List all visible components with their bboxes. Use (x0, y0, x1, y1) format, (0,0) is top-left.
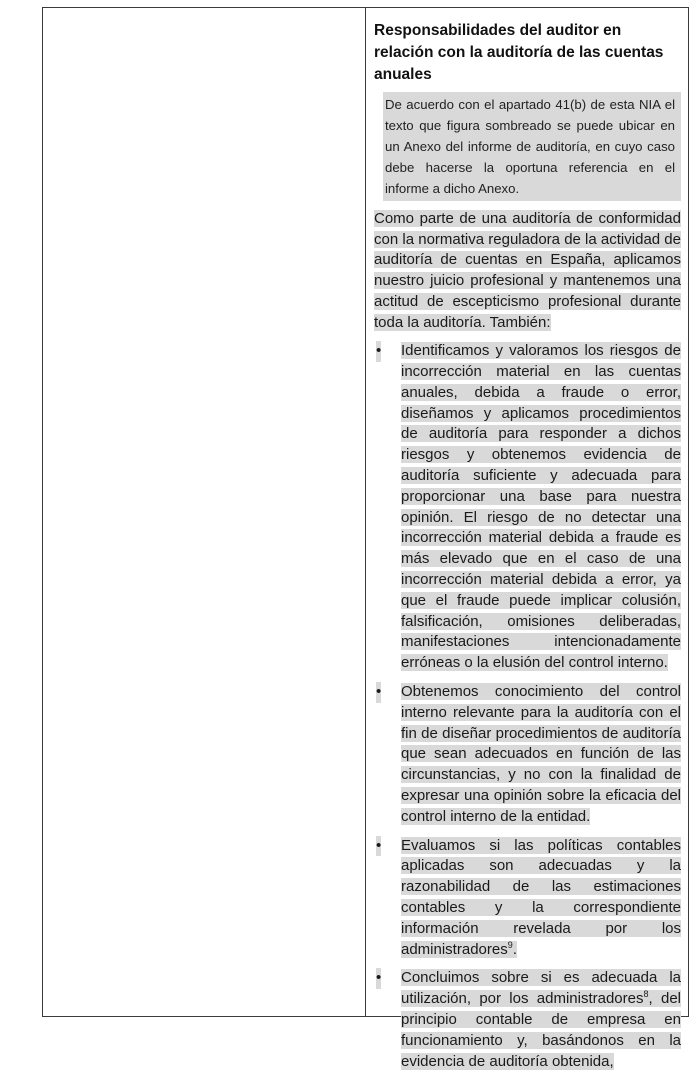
list-item (374, 836, 681, 961)
list-item-text (401, 968, 681, 1072)
list-item-text-end: . (512, 940, 517, 958)
bullet-marker: • (376, 341, 381, 362)
bullet-marker: • (376, 836, 381, 857)
footnote-reference[interactable]: 8 (643, 989, 649, 1000)
intro-paragraph (374, 209, 681, 333)
bullet-marker: • (376, 968, 381, 989)
list-item-text (401, 682, 681, 828)
list-item-text-content: Concluimos sobre si es adecuada la utilización, por los administradores (401, 969, 681, 1008)
left-column-cell (43, 8, 366, 1016)
footnote-reference[interactable]: 9 (507, 939, 513, 950)
responsibilities-list (374, 341, 681, 1072)
list-item (374, 968, 681, 1072)
section-heading: Responsabilidades del auditor en relación con la auditoría de las cuentas anuales (374, 22, 664, 83)
annex-note (383, 92, 681, 201)
auditor-responsibilities-section (374, 20, 681, 1080)
annex-note-text: De acuerdo con el apartado 41(b) de esta NIA el texto que figura sombreado se puede ubicar en un Anexo del informe de auditoría, en cuyo caso debe hacerse la oportuna referencia en el informe a dicho Anexo. (385, 97, 675, 196)
bullet-marker: • (376, 682, 381, 703)
list-item-text-end: , del principio contable de empresa en funcionamiento y, basándonos en la evidencia de auditoría obtenida, (401, 990, 681, 1070)
document-table (42, 7, 689, 1070)
list-item-text (401, 836, 681, 961)
list-item (374, 682, 681, 828)
list-item-text-content: Obtenemos conocimiento del control interno relevante para la auditoría con el fin de diseñar procedimientos de auditoría que sean adecuados en función de las circunstancias, y no con la finalidad de expresar una opinión sobre la eficacia del control interno de la entidad. (401, 682, 681, 825)
list-item-text (401, 341, 681, 674)
list-item (374, 341, 681, 674)
list-item-text-content: Identificamos y valoramos los riesgos de incorrección material en las cuentas anuales, debida a fraude o error, diseñamos y aplicamos procedimientos de auditoría para responder a dichos riesgos y obtenemos evidencia de auditoría suficiente y adecuada para proporcionar una base para nuestra opinión. El riesgo de no detectar una incorrección material debida a fraude es más elevado que en el caso de una incorrección material debida a error, ya que el fraude puede implicar colusión, falsificación, omisiones deliberadas, manifestaciones intencionadamente erróneas o la elusión del control interno. (401, 342, 681, 672)
list-item-text-content: Evaluamos si las políticas contables aplicadas son adecuadas y la razonabilidad de las estimaciones contables y la correspondiente información revelada por los administradores (401, 836, 681, 958)
intro-paragraph-text: Como parte de una auditoría de conformidad con la normativa reguladora de la actividad de auditoría de cuentas en España, aplicamos nuestro juicio profesional y mantenemos una actitud de escepticismo profesional durante toda la auditoría. También: (374, 210, 681, 331)
right-column-cell (366, 8, 688, 1070)
